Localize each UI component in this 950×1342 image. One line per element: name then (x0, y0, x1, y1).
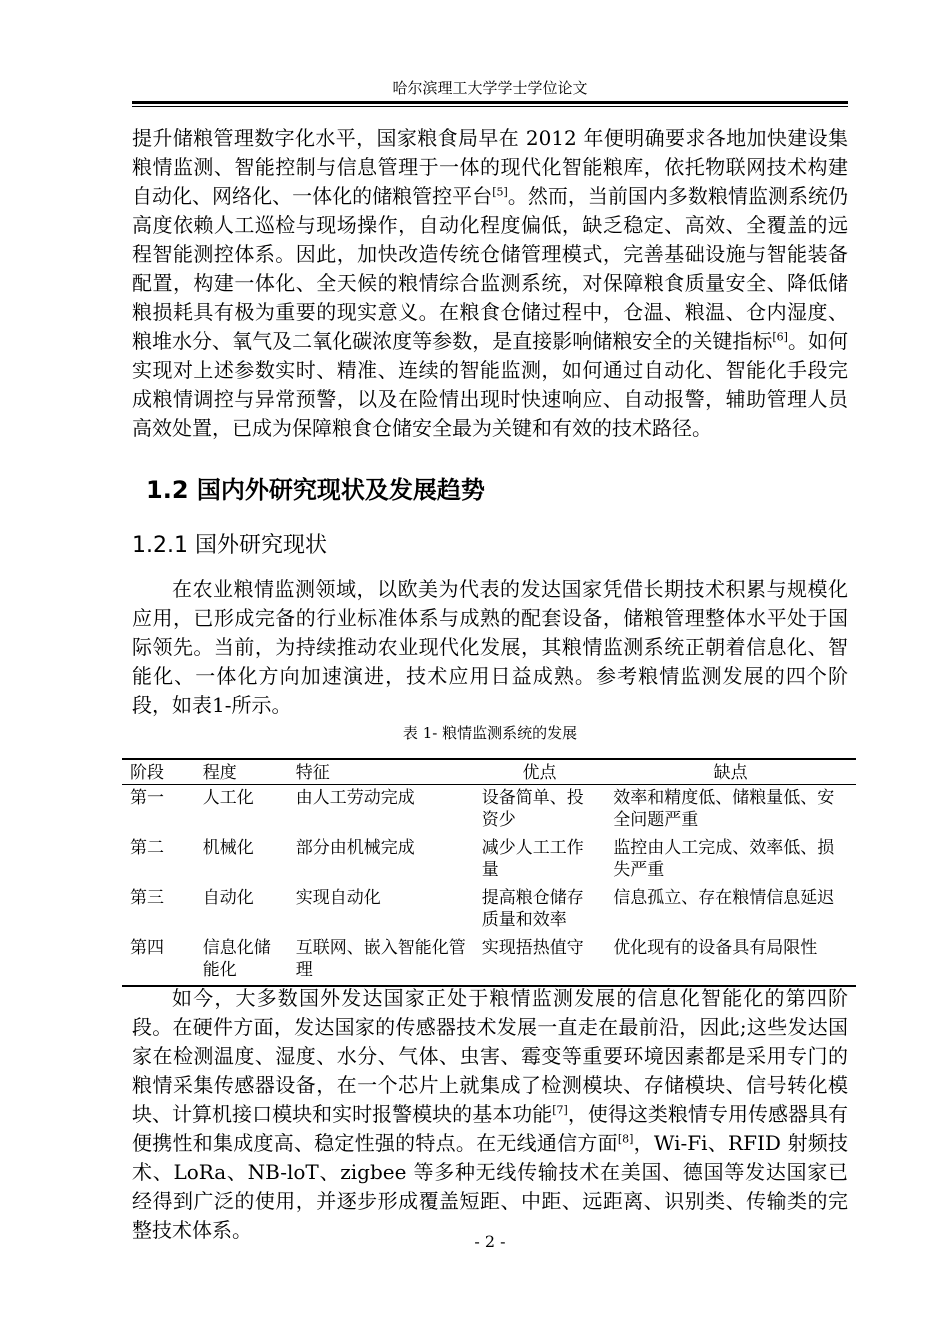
table-header-cell: 优点 (522, 763, 557, 783)
paragraph-text: 如今，大多数国外发达国家正处于粮情监测发展的信息化智能化的第四阶段。在硬件方面，发达国家的传感器技术发展一直走在最前沿，因此;这些发达国家在检测温度、湿度、水分、气体、虫害、霉变等重要环境因素都是采用专门的粮情采集传感器设备，在一个芯片上就集成了检测模块、存储模块、信号转化模块、计算机接口模块和实时报警模块的基本功能 (132, 986, 848, 1126)
table-header-cell: 阶段 (130, 763, 164, 783)
paragraph-text: 提升储粮管理数字化水平，国家粮食局早在 2012 年便明确要求各地加快建设集粮情监测、智能控制与信息管理于一体的现代化智能粮库，依托物联网技术构建自动化、网络化、一体化的储粮管控平台 (132, 126, 848, 208)
table-cell: 信息化储能化 (202, 938, 271, 980)
page-number: - 2 - (474, 1232, 506, 1251)
paragraph-text: 。然而，当前国内多数粮情监测系统仍高度依赖人工巡检与现场操作，自动化程度偏低，缺乏稳定、高效、全覆盖的远程智能测控体系。因此，加快改造传统仓储管理模式，完善基础设施与智能装备配置，构建一体化、全天候的粮情综合监测系统，对保障粮食质量安全、降低储粮损耗具有极为重要的现实意义。在粮食仓储过程中，仓温、粮温、仓内湿度、粮堆水分、氧气及二氧化碳浓度等参数，是直接影响储粮安全的关键指标 (132, 184, 849, 353)
citation-ref: [6] (772, 330, 788, 344)
table-cell: 实现自动化 (295, 888, 381, 908)
citation-ref: [5] (492, 185, 508, 199)
table-header-row (122, 759, 856, 785)
table-cell: 减少人工工作量 (481, 838, 584, 880)
table-cell: 人工化 (202, 788, 254, 808)
table-row (122, 885, 856, 935)
table-header-cell: 特征 (295, 763, 330, 783)
development-table (122, 758, 856, 987)
table-row (122, 835, 856, 885)
header-rule-thick (132, 101, 848, 104)
table-cell: 第三 (130, 888, 164, 908)
table-header-cell: 缺点 (713, 763, 748, 783)
paragraph-text: 。如何实现对上述参数实时、精准、连续的智能监测，如何通过自动化、智能化手段完成粮情调控与异常预警，以及在险情出现时快速响应、自动报警，辅助管理人员高效处置，已成为保障粮食仓储安全最为关键和有效的技术路径。 (132, 329, 849, 440)
table-cell: 优化现有的设备具有局限性 (613, 938, 818, 958)
table-cell: 第一 (130, 788, 164, 808)
subsection-heading: 1.2.1 国外研究现状 (132, 533, 327, 558)
table-cell: 自动化 (202, 888, 254, 908)
table-cell: 互联网、嵌入智能化管理 (295, 938, 466, 980)
table-cell: 效率和精度低、储粮量低、安全问题严重 (613, 788, 835, 830)
paragraph-foreign-research: 在农业粮情监测领域，以欧美为代表的发达国家凭借长期技术积累与规模化应用，已形成完备的行业标准体系与成熟的配套设备，储粮管理整体水平处于国际领先。当前，为持续推动农业现代化发展，其粮情监测系统正朝着信息化、智能化、一体化方向加速演进，技术应用日益成熟。参考粮情监测发展的四个阶段，如表1-所示。 (132, 577, 848, 717)
table-header-cell: 程度 (202, 763, 237, 783)
table-cell: 机械化 (202, 838, 254, 858)
citation-ref: [8] (617, 1132, 634, 1146)
table-cell: 提高粮仓储存质量和效率 (481, 888, 584, 930)
paragraph-text: ，使得这类粮情专用传感器具有便携性和集成度高、稳定性强的特点。在无线通信方面 (132, 1102, 849, 1155)
table-cell: 由人工劳动完成 (295, 788, 415, 808)
paragraph-background (132, 124, 848, 443)
table-cell: 实现捂热值守 (481, 938, 584, 958)
header-rule-thin (132, 106, 848, 107)
table-cell: 部分由机械完成 (295, 838, 415, 858)
paragraph-text: ，Wi-Fi、RFID 射频技术、LoRa、NB-loT、zigbee 等多种无线传输技术在美国、德国等发达国家已经得到广泛的使用，并逐步形成覆盖短距、中距、远距离、识别类、传输类的完整技术体系。 (132, 1131, 848, 1242)
table-cell: 第二 (130, 838, 164, 858)
citation-ref: [7] (552, 1103, 568, 1117)
paragraph-fourth-stage (132, 984, 848, 1245)
table-row (122, 785, 856, 836)
table-cell: 信息孤立、存在粮情信息延迟 (613, 888, 835, 908)
table-caption: 表 1- 粮情监测系统的发展 (402, 724, 578, 742)
table-cell: 监控由人工完成、效率低、损失严重 (613, 838, 835, 880)
running-header: 哈尔滨理工大学学士学位论文 (392, 79, 588, 97)
table-cell: 设备简单、投资少 (481, 788, 584, 830)
section-heading: 1.2 国内外研究现状及发展趋势 (146, 476, 485, 504)
table-row (122, 935, 856, 986)
table-cell: 第四 (130, 938, 164, 958)
